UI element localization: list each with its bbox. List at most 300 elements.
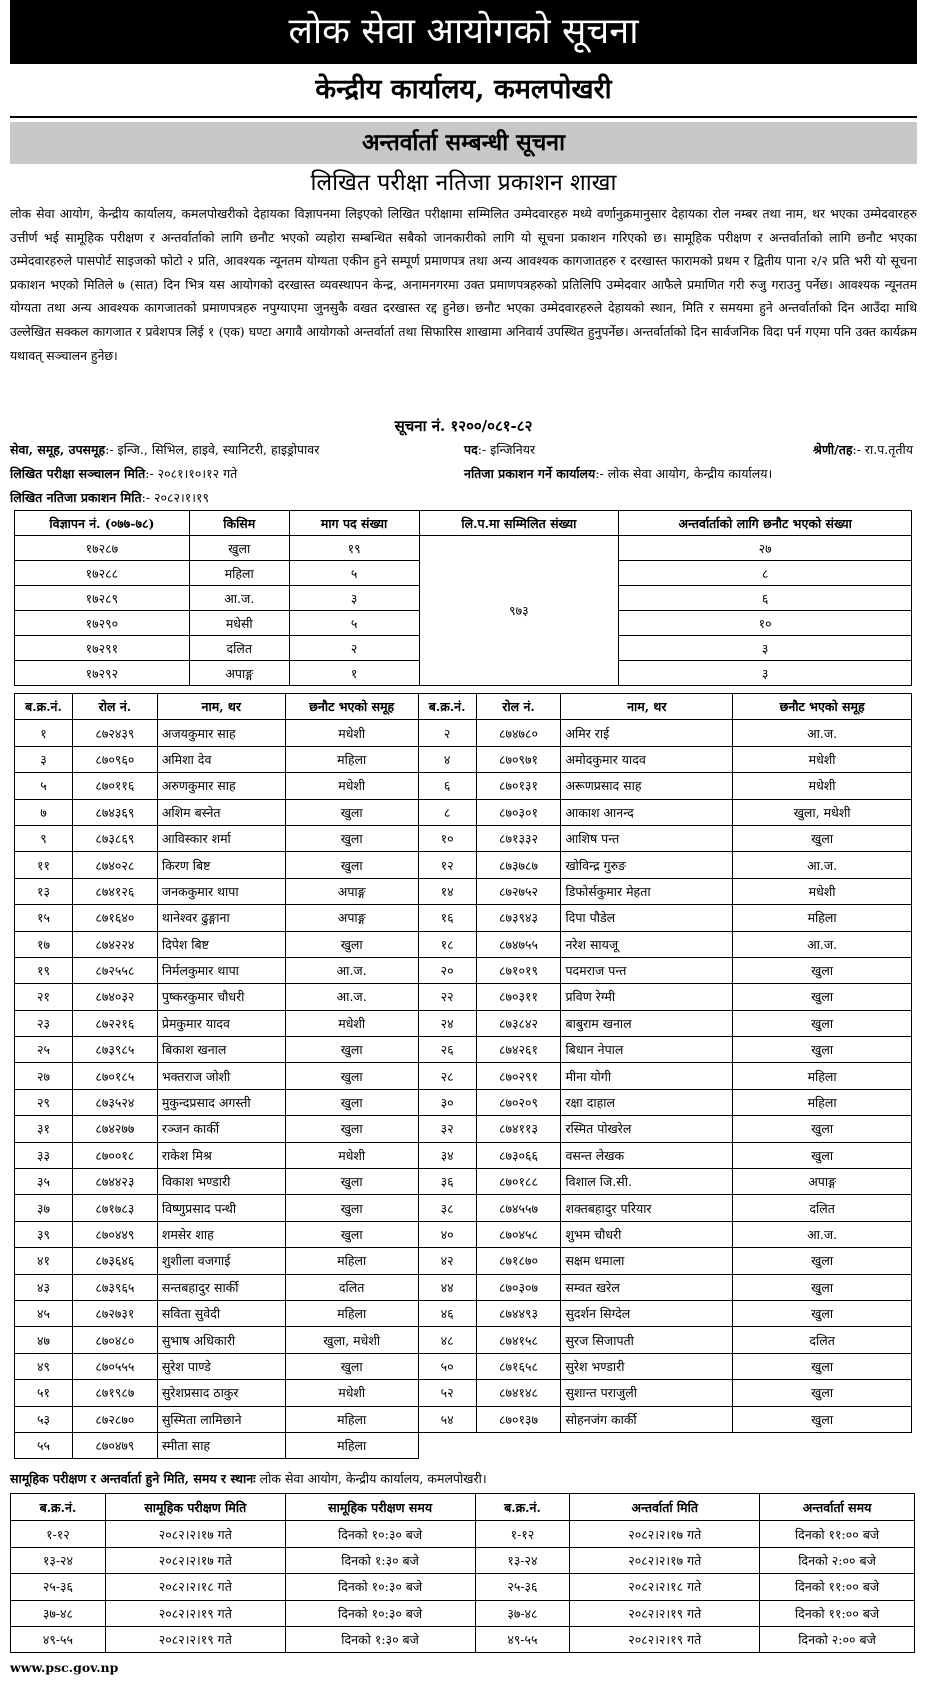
candidate-name: सुदर्शन सिग्देल [561, 1300, 733, 1326]
table-row [15, 1089, 912, 1115]
schedule-row [11, 1574, 915, 1600]
roll-no: ८७०४८० [72, 1327, 157, 1353]
roll-no: ८७०१८५ [72, 1063, 157, 1089]
interview-time: दिनको ११:०० बजे [760, 1521, 915, 1547]
roll-no: ८७४०३२ [72, 984, 157, 1010]
candidate-name: सुभाष अधिकारी [157, 1327, 285, 1353]
candidate-name: सक्षम धमाला [561, 1248, 733, 1274]
candidate-name: दिपेश बिष्ट [157, 931, 285, 957]
roll-no: ८७०५५५ [72, 1353, 157, 1379]
table-row [15, 1353, 912, 1379]
serial-no: ९ [15, 825, 73, 851]
schedule-header: सामूहिक परीक्षण मिति [105, 1494, 285, 1521]
selected-group: अपाङ्ग [733, 1169, 912, 1195]
adv-header: विज्ञापन नं. (०७७-७८) [15, 511, 190, 536]
cand-header: छनौट भएको समूह [733, 694, 912, 720]
roll-no: ८७२७३१ [72, 1300, 157, 1326]
roll-no: ८७३९४३ [476, 905, 561, 931]
candidate-name: मुकुन्दप्रसाद अगस्ती [157, 1089, 285, 1115]
table-row [15, 1248, 912, 1274]
candidate-name: पदमराज पन्त [561, 957, 733, 983]
adv-selected: ६ [619, 586, 912, 611]
table-row [15, 1116, 912, 1142]
candidate-name: विकाश भण्डारी [157, 1169, 285, 1195]
candidate-name: अजयकुमार साह [157, 720, 285, 746]
candidate-name: प्रेमकुमार यादव [157, 1010, 285, 1036]
group-test-time: दिनको १०:३० बजे [285, 1574, 475, 1600]
interview-time: दिनको ११:०० बजे [760, 1574, 915, 1600]
adv-row [15, 536, 912, 561]
candidate-name: सन्तबहादुर सार्की [157, 1274, 285, 1300]
candidate-name: विशाल जि.सी. [561, 1169, 733, 1195]
exam-date-label: लिखित परीक्षा सञ्चालन मिति [10, 466, 146, 481]
interview-date: २०८२।२।१९ गते [570, 1600, 760, 1626]
table-row [15, 905, 912, 931]
roll-no: ८७१३३२ [476, 825, 561, 851]
office-title: केन्द्रीय कार्यालय, कमलपोखरी [10, 70, 917, 118]
candidate-name: अशिम बस्नेत [157, 799, 285, 825]
notice-number: सूचना नं. १२००/०८१-८२ [394, 417, 533, 435]
candidate-name: अरूणप्रसाद साह [561, 773, 733, 799]
cand-header: नाम, थर [157, 694, 285, 720]
schedule-row [11, 1547, 915, 1573]
selected-group: खुला [285, 1037, 418, 1063]
adv-selected: २७ [619, 536, 912, 561]
result-office-label: नतिजा प्रकाशन गर्ने कार्यालय [464, 466, 596, 481]
serial-no: ३७ [15, 1195, 73, 1221]
serial-no: २५ [15, 1037, 73, 1063]
schedule-row [11, 1600, 915, 1626]
serial-range: ४९-५५ [475, 1626, 570, 1652]
table-row [15, 825, 912, 851]
roll-no: ८७३९६५ [72, 1274, 157, 1300]
schedule-header: अन्तर्वार्ता समय [760, 1494, 915, 1521]
roll-no: ८७२७५२ [476, 878, 561, 904]
serial-range: १३-२४ [11, 1547, 106, 1573]
serial-no: ४३ [15, 1274, 73, 1300]
serial-range: ४९-५५ [11, 1626, 106, 1652]
group-test-time: दिनको १०:३० बजे [285, 1600, 475, 1626]
service-value: :- इन्जि., सिभिल, हाइवे, स्यानिटरी, हाइड्रोपावर [105, 442, 320, 457]
result-date-value: :- २०८२।१।१९ [141, 490, 210, 505]
section-title: लिखित परीक्षा नतिजा प्रकाशन शाखा [310, 170, 617, 196]
roll-no: ८७२५५८ [72, 957, 157, 983]
candidate-name: सुरेश पाण्डे [157, 1353, 285, 1379]
serial-no: २२ [418, 984, 476, 1010]
serial-range: १-१२ [475, 1521, 570, 1547]
interview-time: दिनको २:०० बजे [760, 1626, 915, 1652]
candidate-name: बिधान नेपाल [561, 1037, 733, 1063]
table-row [15, 1169, 912, 1195]
serial-no: ५५ [15, 1432, 73, 1458]
serial-no: ३३ [15, 1142, 73, 1168]
serial-no: ६ [418, 773, 476, 799]
serial-no: ३ [15, 746, 73, 772]
adv-selected: ८ [619, 561, 912, 586]
candidate-name: रस्मित पोखरेल [561, 1116, 733, 1142]
table-row [15, 746, 912, 772]
intro-paragraph: लोक सेवा आयोग, केन्द्रीय कार्यालय, कमलपोखरीको देहायका विज्ञापनमा लिइएको लिखित परीक्षामा सम्मिलित उम्मेदवारहरु मध्ये वर्णानुक्रमानुसार देहायका रोल नम्बर तथा नाम, थर भएका उम्मेदवारहरु उत्तीर्ण भई सामूहिक परीक्षण र अन्तर्वार्ताको लागि छनौट भएको व्यहोरा सम्बन्धित सबैको जानकारीको लागि यो सूचना प्रकाशन गरिएको छ। सामूहिक परीक्षण र अन्तर्वार्ताको लागि छनौट भएका उम्मेदवारहरुले पासपोर्ट साइजको फोटो २ प्रति, आवश्यक न्यूनतम योग्यता एकीन हुने सम्पूर्ण प्रमाणपत्र तथा अन्य आवश्यक कागजातहरु र दरखास्त फारामको प्रथम र द्वितीय पाना २/२ प्रति भरी यो सूचना प्रकाशन भएको मितिले ७ (सात) दिन भित्र यस आयोगको दरखास्त व्यवस्थापन केन्द्र, अनामनगरमा उक्त प्रमाणपत्रहरुको प्रतिलिपि उम्मेदवार आफैले प्रमाणित गरी रुजु गराउनु पर्नेछ। आवश्यक न्यूनतम योग्यता तथा अन्य आवश्यक कागजातको प्रमाणपत्रहरु नपुग्याएमा जुनसुकै वखत दरखास्त रद्द हुनेछ। छनौट भएका उम्मेदवारहरुले देहायको स्थान, मिति र समयमा हुने अन्तर्वार्ताको दिन आउँदा माथि उल्लेखित सक्कल कागजात र प्रवेशपत्र लिई १ (एक) घण्टा अगावै आयोगको अन्तर्वार्ता तथा सिफारिस शाखामा अनिवार्य उपस्थित हुनुपर्नेछ। अन्तर्वार्ताको दिन सार्वजनिक विदा पर्न गएमा पनि उक्त कार्यक्रम यथावत् सञ्चालन हुनेछ। [10, 206, 917, 363]
serial-no: ४५ [15, 1300, 73, 1326]
candidate-name: अमिशा देव [157, 746, 285, 772]
schedule-title-value: लोक सेवा आयोग, केन्द्रीय कार्यालय, कमलपोखरी। [259, 1471, 487, 1487]
adv-demand: १९ [289, 536, 419, 561]
candidate-name: शुभम चौधरी [561, 1221, 733, 1247]
selected-group: महिला [733, 1089, 912, 1115]
roll-no: ८७४१५८ [476, 1327, 561, 1353]
serial-no: २३ [15, 1010, 73, 1036]
roll-no: ८७४२६१ [476, 1037, 561, 1063]
serial-no: २० [418, 957, 476, 983]
selected-group: महिला [285, 746, 418, 772]
roll-no: ८७०४५८ [476, 1221, 561, 1247]
candidate-name: जनककुमार थापा [157, 878, 285, 904]
post-value: :- इन्जिनियर [477, 442, 536, 457]
candidate-name: आशिष पन्त [561, 825, 733, 851]
table-row [15, 984, 912, 1010]
selected-group: खुला [285, 799, 418, 825]
table-row [15, 931, 912, 957]
roll-no: ८७२४३९ [72, 720, 157, 746]
level-value: :- रा.प.तृतीय [852, 442, 913, 457]
roll-no: ८७०१३७ [476, 1406, 561, 1432]
selected-group: खुला [733, 1037, 912, 1063]
roll-no: ८७४२७७ [72, 1116, 157, 1142]
roll-no: ८७०९६० [72, 746, 157, 772]
group-test-date: २०८२।२।१८ गते [105, 1574, 285, 1600]
adv-header: लि.प.मा सम्मिलित संख्या [419, 511, 619, 536]
candidate-name: सुस्मिता लामिछाने [157, 1406, 285, 1432]
selected-group: खुला [733, 1142, 912, 1168]
serial-no: १५ [15, 905, 73, 931]
group-test-time: दिनको १०:३० बजे [285, 1521, 475, 1547]
roll-no: ८७३८४२ [476, 1010, 561, 1036]
table-row [15, 1300, 912, 1326]
roll-no: ८७३०६६ [476, 1142, 561, 1168]
serial-range: ३७-४८ [475, 1600, 570, 1626]
candidate-name: सुरज सिजापती [561, 1327, 733, 1353]
selected-group: खुला, मधेशी [285, 1327, 418, 1353]
candidate-name: प्रविण रेग्मी [561, 984, 733, 1010]
candidate-name: शक्तबहादुर परियार [561, 1195, 733, 1221]
roll-no: ८७४७८० [476, 720, 561, 746]
adv-type: अपाङ्ग [189, 661, 289, 686]
adv-type: मधेसी [189, 611, 289, 636]
selected-group: महिला [285, 1300, 418, 1326]
serial-no: १४ [418, 878, 476, 904]
cand-header: रोल नं. [476, 694, 561, 720]
serial-no: ५२ [418, 1380, 476, 1406]
serial-no: ४० [418, 1221, 476, 1247]
selected-group: महिला [285, 1432, 418, 1458]
adv-number: १७२८९ [15, 586, 190, 611]
selected-group: मधेशी [285, 1010, 418, 1036]
table-row [15, 1432, 912, 1458]
serial-no: ४७ [15, 1327, 73, 1353]
serial-no: १९ [15, 957, 73, 983]
roll-no: ८७१८७० [476, 1248, 561, 1274]
selected-group: दलित [285, 1274, 418, 1300]
serial-no: ३४ [418, 1142, 476, 1168]
serial-no: २९ [15, 1089, 73, 1115]
selected-group: खुला [285, 1116, 418, 1142]
selected-group: महिला [733, 905, 912, 931]
roll-no: ८७४११३ [476, 1116, 561, 1142]
serial-no: ७ [15, 799, 73, 825]
schedule-header: अन्तर्वार्ता मिति [570, 1494, 760, 1521]
adv-demand: १ [289, 661, 419, 686]
adv-type: खुला [189, 536, 289, 561]
roll-no: ८७१०१९ [476, 957, 561, 983]
selected-group: खुला [285, 825, 418, 851]
roll-no: ८७३५२४ [72, 1089, 157, 1115]
adv-number: १७२९० [15, 611, 190, 636]
candidate-table [14, 693, 912, 1459]
selected-group: दलित [733, 1327, 912, 1353]
group-test-time: दिनको १:३० बजे [285, 1547, 475, 1573]
serial-no: ५ [15, 773, 73, 799]
roll-no: ८७०३११ [476, 984, 561, 1010]
schedule-row [11, 1626, 915, 1652]
roll-no: ८७४०२८ [72, 852, 157, 878]
serial-no: ८ [418, 799, 476, 825]
serial-no: १७ [15, 931, 73, 957]
serial-no: २१ [15, 984, 73, 1010]
cand-header: ब.क्र.नं. [418, 694, 476, 720]
total-appeared: ९७३ [419, 536, 619, 686]
adv-demand: २ [289, 636, 419, 661]
adv-type: दलित [189, 636, 289, 661]
serial-no: ५४ [418, 1406, 476, 1432]
roll-no: ८७१९८७ [72, 1380, 157, 1406]
selected-group: खुला [733, 984, 912, 1010]
serial-range: २५-३६ [475, 1574, 570, 1600]
serial-no: १ [15, 720, 73, 746]
adv-number: १७२८७ [15, 536, 190, 561]
candidate-name: खोविन्द्र गुरुङ [561, 852, 733, 878]
serial-no: ३९ [15, 1221, 73, 1247]
serial-no: ३८ [418, 1195, 476, 1221]
schedule-title-label: सामूहिक परीक्षण र अन्तर्वार्ता हुने मिति, समय र स्थानः [10, 1471, 256, 1487]
cand-header: रोल नं. [72, 694, 157, 720]
schedule-title [10, 1465, 917, 1493]
serial-no: ५० [418, 1353, 476, 1379]
result-date-label: लिखित नतिजा प्रकाशन मिति [10, 490, 142, 505]
table-row [15, 852, 912, 878]
roll-no: ८७४१४८ [476, 1380, 561, 1406]
serial-no: ४६ [418, 1300, 476, 1326]
candidate-name: वसन्त लेखक [561, 1142, 733, 1168]
candidate-name: पुष्करकुमार चौधरी [157, 984, 285, 1010]
candidate-name: सुरेशप्रसाद ठाकुर [157, 1380, 285, 1406]
candidate-name: डिफोर्सकुमार मेहता [561, 878, 733, 904]
selected-group: मधेशी [733, 746, 912, 772]
table-row [15, 1221, 912, 1247]
post-label: पद [464, 442, 478, 457]
serial-no: २६ [418, 1037, 476, 1063]
group-test-date: २०८२।२।१९ गते [105, 1600, 285, 1626]
serial-no: ४९ [15, 1353, 73, 1379]
candidate-name: बाबुराम खनाल [561, 1010, 733, 1036]
selected-group: खुला [285, 1221, 418, 1247]
table-row [15, 1274, 912, 1300]
roll-no: ८७०२०९ [476, 1089, 561, 1115]
selected-group [733, 1432, 912, 1458]
roll-no: ८७०११६ [72, 773, 157, 799]
website-link[interactable]: www.psc.gov.np [10, 1660, 119, 1676]
serial-no: १६ [418, 905, 476, 931]
candidate-name: आविस्कार शर्मा [157, 825, 285, 851]
candidate-name: आकाश आनन्द [561, 799, 733, 825]
selected-group: खुला [733, 1116, 912, 1142]
selected-group: खुला [733, 825, 912, 851]
table-row [15, 720, 912, 746]
roll-no: ८७४३६९ [72, 799, 157, 825]
table-row [15, 1037, 912, 1063]
candidate-name: दिपा पौडेल [561, 905, 733, 931]
roll-no: ८७३७८७ [476, 852, 561, 878]
table-row [15, 1406, 912, 1432]
interview-date: २०८२।२।१७ गते [570, 1547, 760, 1573]
interview-time: दिनको ११:०० बजे [760, 1600, 915, 1626]
candidate-name: अरुणकुमार साह [157, 773, 285, 799]
selected-group: महिला [285, 1406, 418, 1432]
serial-range: २५-३६ [11, 1574, 106, 1600]
group-test-time: दिनको १:३० बजे [285, 1626, 475, 1652]
roll-no: ८७३९८५ [72, 1037, 157, 1063]
group-test-date: २०८२।२।१९ गते [105, 1626, 285, 1652]
selected-group: खुला, मधेशी [733, 799, 912, 825]
serial-no: १० [418, 825, 476, 851]
selected-group: मधेशी [285, 1142, 418, 1168]
serial-no: ११ [15, 852, 73, 878]
exam-meta [10, 438, 917, 510]
selected-group: आ.ज. [733, 931, 912, 957]
roll-no: ८७१६५८ [476, 1353, 561, 1379]
roll-no: ८७०१३१ [476, 773, 561, 799]
exam-date-value: :- २०८१।१०।१२ गते [145, 466, 238, 481]
selected-group: मधेशी [733, 878, 912, 904]
adv-number: १७२९२ [15, 661, 190, 686]
schedule-header: ब.क्र.नं. [11, 1494, 106, 1521]
candidate-name: सविता सुवेदी [157, 1300, 285, 1326]
selected-group: दलित [733, 1195, 912, 1221]
adv-demand: ५ [289, 561, 419, 586]
candidate-name: थानेश्वर ढुङ्गाना [157, 905, 285, 931]
table-row [15, 878, 912, 904]
adv-number: १७२८८ [15, 561, 190, 586]
serial-no: ५१ [15, 1380, 73, 1406]
selected-group: महिला [285, 1248, 418, 1274]
candidate-name: विष्णुप्रसाद पन्थी [157, 1195, 285, 1221]
selected-group: अपाङ्ग [285, 878, 418, 904]
candidate-name: नरेश सायजू [561, 931, 733, 957]
serial-no: ३५ [15, 1169, 73, 1195]
selected-group: खुला [733, 1274, 912, 1300]
selected-group: खुला [733, 1380, 912, 1406]
candidate-name: किरण बिष्ट [157, 852, 285, 878]
roll-no [476, 1432, 561, 1458]
roll-no: ८७०३०१ [476, 799, 561, 825]
table-row [15, 1063, 912, 1089]
advertisement-table [14, 510, 912, 686]
serial-no: २७ [15, 1063, 73, 1089]
candidate-name: बिकाश खनाल [157, 1037, 285, 1063]
selected-group: खुला [285, 1089, 418, 1115]
adv-selected: ३ [619, 661, 912, 686]
cand-header: ब.क्र.नं. [15, 694, 73, 720]
cand-header: नाम, थर [561, 694, 733, 720]
roll-no: ८७०१८८ [476, 1169, 561, 1195]
adv-type: आ.ज. [189, 586, 289, 611]
table-row [15, 1142, 912, 1168]
serial-no: १८ [418, 931, 476, 957]
selected-group: आ.ज. [285, 957, 418, 983]
roll-no: ८७१६४० [72, 905, 157, 931]
interview-time: दिनको २:०० बजे [760, 1547, 915, 1573]
selected-group: मधेशी [285, 1380, 418, 1406]
selected-group: आ.ज. [733, 720, 912, 746]
roll-no: ८७०३०७ [476, 1274, 561, 1300]
table-row [15, 1010, 912, 1036]
roll-no: ८७०२९१ [476, 1063, 561, 1089]
table-row [15, 799, 912, 825]
interview-date: २०८२।२।१७ गते [570, 1521, 760, 1547]
selected-group: खुला [285, 852, 418, 878]
serial-no: ४८ [418, 1327, 476, 1353]
adv-demand: ३ [289, 586, 419, 611]
candidate-name: शमसेर शाह [157, 1221, 285, 1247]
candidate-name: सुरेश भण्डारी [561, 1353, 733, 1379]
candidate-name: शुशीला वजगाई [157, 1248, 285, 1274]
level-label: श्रेणी/तह [813, 442, 853, 457]
serial-no: १३ [15, 878, 73, 904]
candidate-name: मीना योगी [561, 1063, 733, 1089]
table-row [15, 1327, 912, 1353]
selected-group: खुला [733, 1010, 912, 1036]
selected-group: खुला [285, 1063, 418, 1089]
adv-selected: १० [619, 611, 912, 636]
selected-group: मधेशी [285, 773, 418, 799]
roll-no: ८७०४७९ [72, 1432, 157, 1458]
selected-group: महिला [733, 1063, 912, 1089]
schedule-table [10, 1493, 915, 1653]
interview-date: २०८२।२।१९ गते [570, 1626, 760, 1652]
selected-group: खुला [733, 957, 912, 983]
group-test-date: २०८२।२।१७ गते [105, 1547, 285, 1573]
notice-heading: अन्तर्वार्ता सम्बन्धी सूचना [10, 122, 917, 164]
selected-group: मधेशी [285, 720, 418, 746]
candidate-name: सम्वत खरेल [561, 1274, 733, 1300]
candidate-name: अमोदकुमार यादव [561, 746, 733, 772]
selected-group: खुला [733, 1406, 912, 1432]
adv-header: माग पद संख्या [289, 511, 419, 536]
serial-no: २८ [418, 1063, 476, 1089]
selected-group: खुला [733, 1300, 912, 1326]
serial-no [418, 1432, 476, 1458]
roll-no: ८७०४४९ [72, 1221, 157, 1247]
candidate-name: निर्मलकुमार थापा [157, 957, 285, 983]
serial-range: ३७-४८ [11, 1600, 106, 1626]
table-row [15, 1380, 912, 1406]
candidate-name: भक्तराज जोशी [157, 1063, 285, 1089]
schedule-header: सामूहिक परीक्षण समय [285, 1494, 475, 1521]
roll-no: ८७१७८३ [72, 1195, 157, 1221]
serial-no: २४ [418, 1010, 476, 1036]
roll-no: ८७२२१६ [72, 1010, 157, 1036]
interview-date: २०८२।२।१८ गते [570, 1574, 760, 1600]
roll-no: ८७४५५७ [476, 1195, 561, 1221]
